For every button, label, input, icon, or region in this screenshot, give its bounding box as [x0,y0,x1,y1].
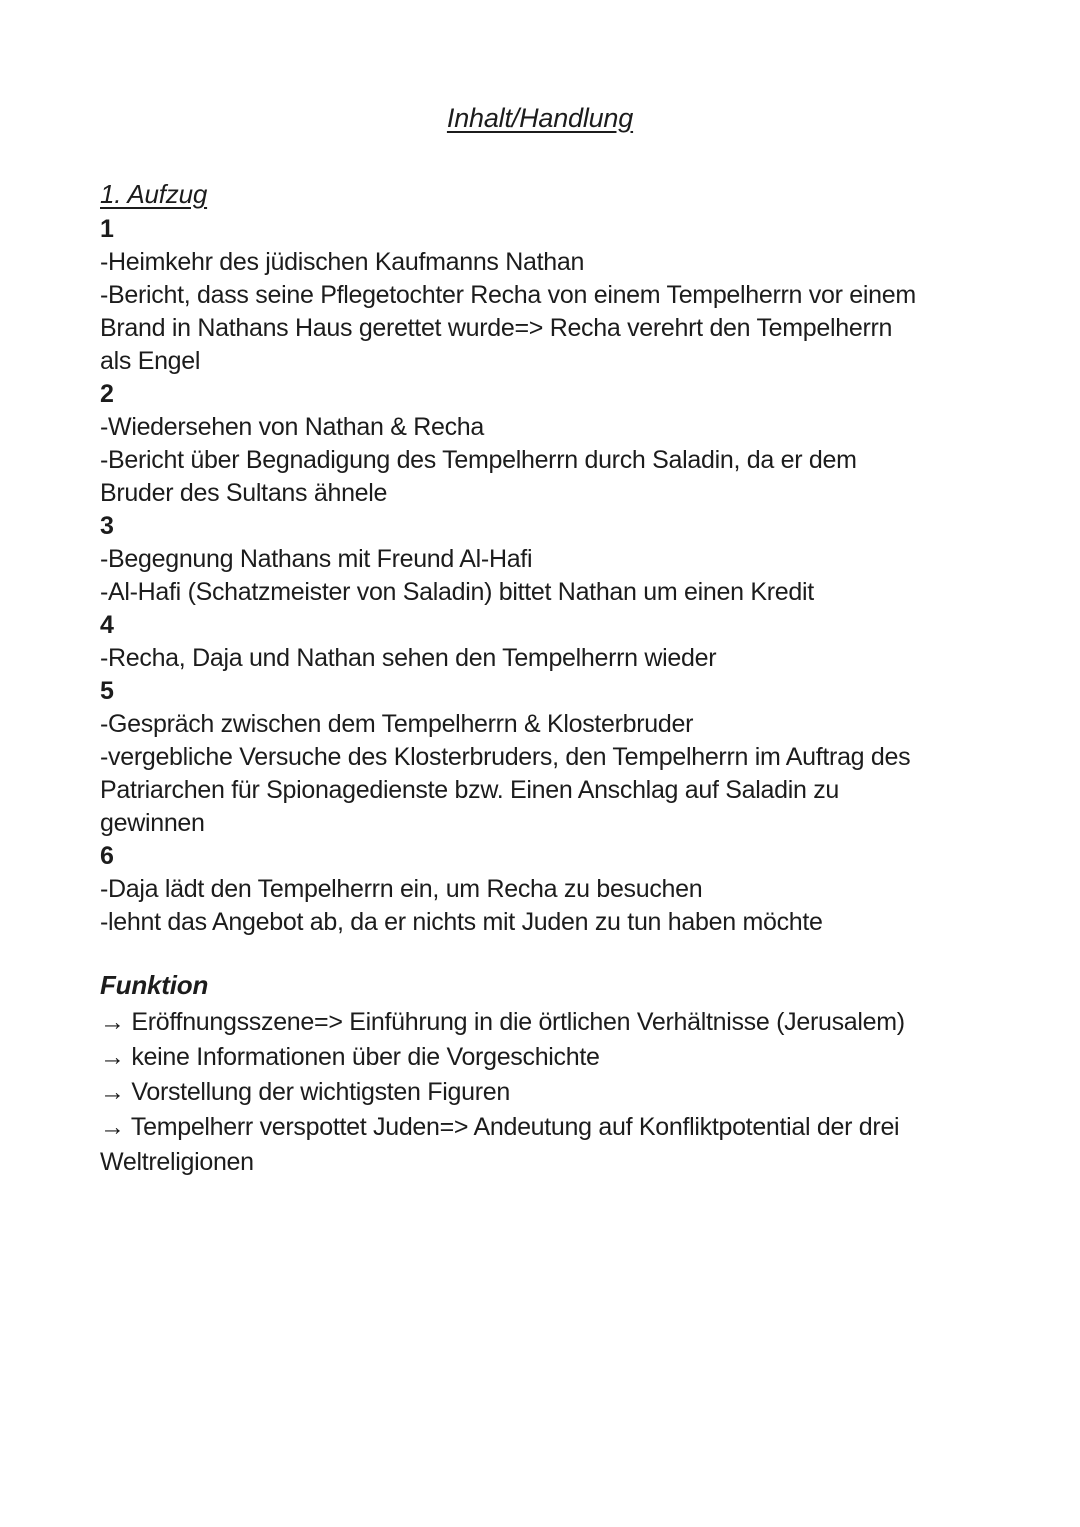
scene-text-line: -Bericht, dass seine Pflegetochter Recha von einem Tempelherrn vor einem [100,281,916,309]
funktion-item-continuation: Weltreligionen [100,1148,254,1176]
scene-number: 4 [100,611,114,639]
scene-text-line: als Engel [100,347,201,375]
scene-text-line: -lehnt das Angebot ab, da er nichts mit Juden zu tun haben möchte [100,908,823,936]
scene-number: 1 [100,215,114,243]
scene-number: 6 [100,842,114,870]
funktion-item: → keine Informationen über die Vorgeschichte [100,1043,600,1071]
scene-block-1 [100,213,1000,378]
scene-text-line: -Daja lädt den Tempelherrn ein, um Recha zu besuchen [100,875,703,903]
scene-block-6 [100,840,1000,939]
scene-block-5 [100,675,1000,840]
page-title: Inhalt/Handlung [446,103,634,133]
scene-number: 3 [100,512,114,540]
funktion-item: → Vorstellung der wichtigsten Figuren [100,1078,510,1106]
scene-text-line: -Al-Hafi (Schatzmeister von Saladin) bittet Nathan um einen Kredit [100,578,814,606]
funktion-item: → Eröffnungsszene=> Einführung in die örtlichen Verhältnisse (Jerusalem) [100,1008,905,1036]
scene-text-line: gewinnen [100,809,205,837]
scene-text-line: Brand in Nathans Haus gerettet wurde=> Recha verehrt den Tempelherrn [100,314,893,342]
scene-block-3 [100,510,1000,609]
document-body [100,178,1000,1180]
scene-text-line: -Bericht über Begnadigung des Tempelherrn durch Saladin, da er dem [100,446,857,474]
scene-number: 2 [100,380,114,408]
scene-text-line: -Wiedersehen von Nathan & Recha [100,413,484,441]
funktion-section [100,965,1000,1180]
funktion-heading: Funktion [100,970,209,1000]
scene-text-line: -vergebliche Versuche des Klosterbruders, den Tempelherrn im Auftrag des [100,743,911,771]
scene-block-4 [100,609,1000,675]
scene-text-line: -Heimkehr des jüdischen Kaufmanns Nathan [100,248,585,276]
scene-number: 5 [100,677,114,705]
act-heading: 1. Aufzug [100,179,208,209]
funktion-item: → Tempelherr verspottet Juden=> Andeutung auf Konfliktpotential der drei [100,1113,900,1141]
scene-text-line: -Begegnung Nathans mit Freund Al-Hafi [100,545,533,573]
scene-text-line: -Gespräch zwischen dem Tempelherrn & Klosterbruder [100,710,694,738]
scene-text-line: Bruder des Sultans ähnele [100,479,388,507]
scene-text-line: Patriarchen für Spionagedienste bzw. Einen Anschlag auf Saladin zu [100,776,840,804]
scene-text-line: -Recha, Daja und Nathan sehen den Tempelherrn wieder [100,644,717,672]
scene-block-2 [100,378,1000,510]
